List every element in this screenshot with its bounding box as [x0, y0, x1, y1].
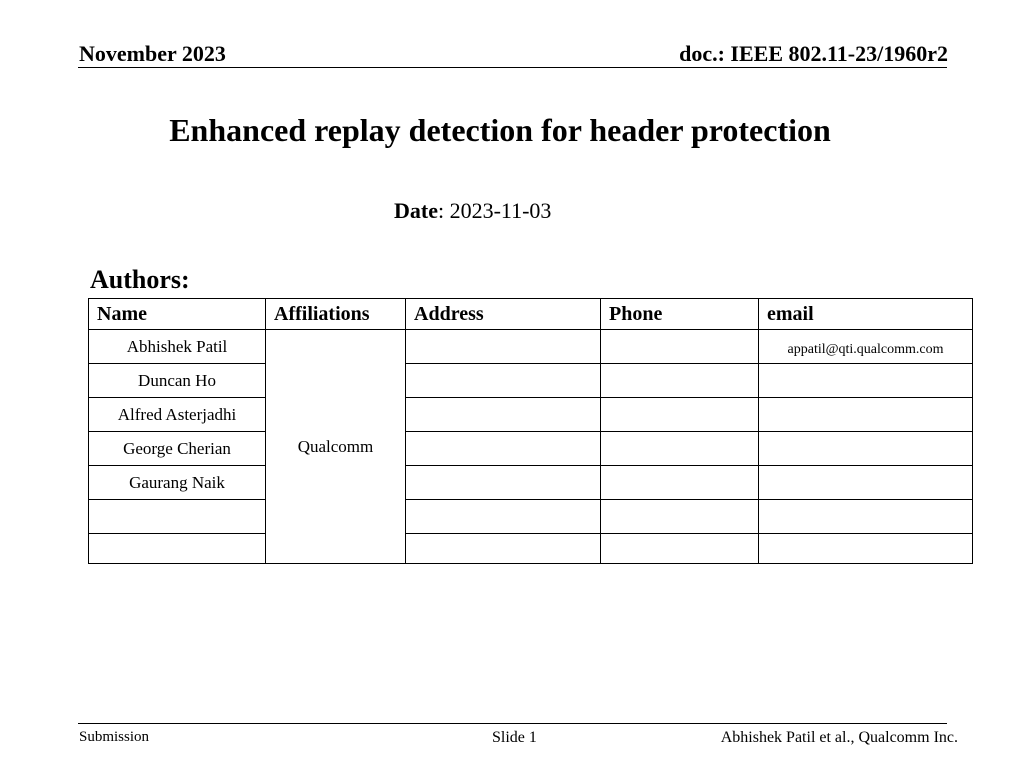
- column-header-phone: Phone: [601, 299, 759, 330]
- table-row: [89, 432, 973, 466]
- authors-heading: Authors:: [90, 265, 190, 294]
- author-phone: [601, 364, 759, 398]
- footer-authors: Abhishek Patil et al., Qualcomm Inc.: [720, 729, 958, 746]
- author-name: [89, 534, 266, 564]
- author-name: George Cherian: [89, 432, 266, 466]
- author-name: Abhishek Patil: [89, 330, 266, 364]
- table-row: [89, 500, 973, 534]
- author-email: [759, 364, 973, 398]
- author-phone: [601, 500, 759, 534]
- date-label: Date: [394, 198, 438, 223]
- author-address: [406, 466, 601, 500]
- author-name: Gaurang Naik: [89, 466, 266, 500]
- column-header-name: Name: [89, 299, 266, 330]
- slide-title: Enhanced replay detection for header protection: [169, 112, 831, 148]
- author-name: Duncan Ho: [89, 364, 266, 398]
- author-phone: [601, 398, 759, 432]
- header-divider: [78, 67, 947, 68]
- author-address: [406, 534, 601, 564]
- authors-table: [88, 298, 973, 564]
- column-header-affiliations: Affiliations: [266, 299, 406, 330]
- author-phone: [601, 432, 759, 466]
- author-name: [89, 500, 266, 534]
- author-email: [759, 534, 973, 564]
- footer-submission: Submission: [79, 729, 150, 745]
- table-row: [89, 330, 973, 364]
- table-row: [89, 466, 973, 500]
- author-email: [759, 432, 973, 466]
- table-row: [89, 364, 973, 398]
- header-doc-id: doc.: IEEE 802.11-23/1960r2: [679, 41, 948, 66]
- author-address: [406, 330, 601, 364]
- author-email: [759, 398, 973, 432]
- table-row: [89, 398, 973, 432]
- author-email: [759, 466, 973, 500]
- footer-divider: [78, 723, 947, 724]
- author-phone: [601, 330, 759, 364]
- author-address: [406, 364, 601, 398]
- table-row: [89, 534, 973, 564]
- header-date: November 2023: [79, 41, 226, 66]
- author-phone: [601, 466, 759, 500]
- column-header-address: Address: [406, 299, 601, 330]
- author-email: appatil@qti.qualcomm.com: [759, 330, 973, 364]
- author-name: Alfred Asterjadhi: [89, 398, 266, 432]
- table-header-row: [89, 299, 973, 330]
- date-line: [394, 198, 551, 224]
- footer-slide-number: Slide 1: [492, 729, 537, 746]
- author-phone: [601, 534, 759, 564]
- date-value: : 2023-11-03: [437, 198, 552, 223]
- author-affiliation: Qualcomm: [266, 330, 406, 564]
- author-email: [759, 500, 973, 534]
- column-header-email: email: [759, 299, 973, 330]
- author-address: [406, 432, 601, 466]
- author-address: [406, 500, 601, 534]
- author-address: [406, 398, 601, 432]
